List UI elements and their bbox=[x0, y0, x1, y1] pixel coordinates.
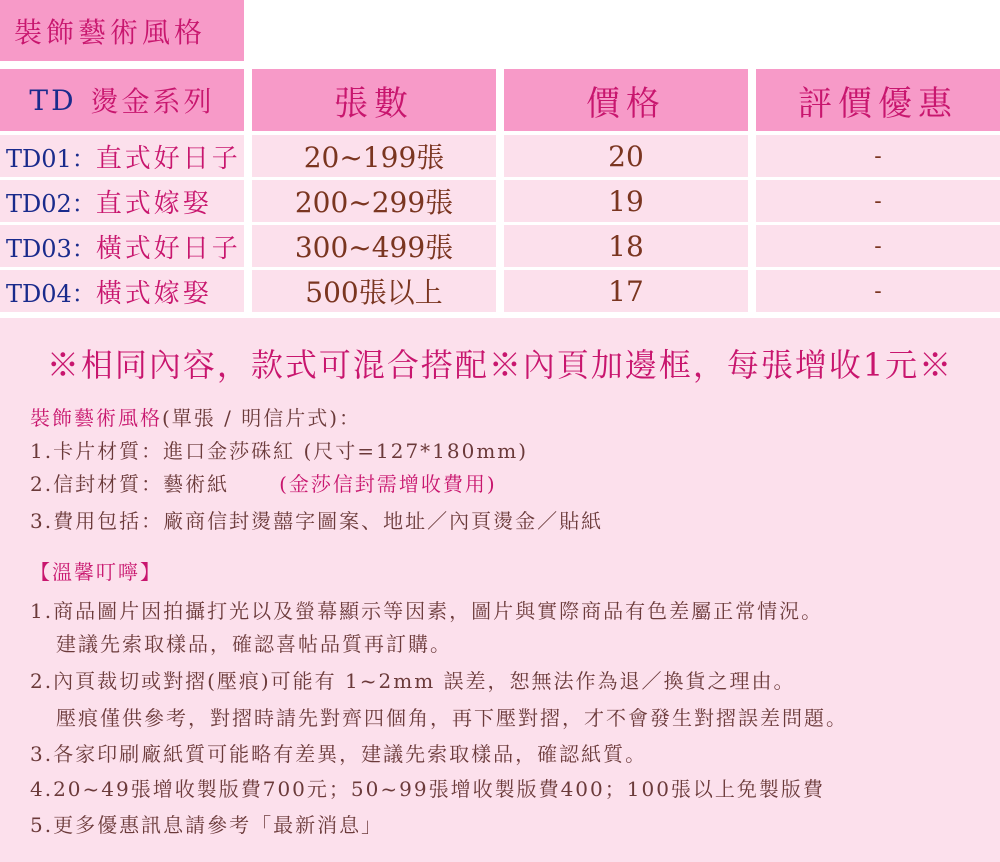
spec-title-main: 裝飾藝術風格 bbox=[30, 406, 162, 430]
price-cell: 19 bbox=[504, 180, 748, 222]
product-name: 橫式好日子 bbox=[95, 233, 241, 264]
offer-header: 評價優惠 bbox=[756, 69, 1000, 131]
quantity-cell: 200~299張 bbox=[252, 180, 496, 222]
quantity-cell: 20~199張 bbox=[252, 135, 496, 177]
product-name: 橫式嫁娶 bbox=[95, 278, 212, 309]
reminder-item-continued: 建議先索取樣品，確認喜帖品質再訂購。 bbox=[56, 632, 452, 656]
notes-panel bbox=[0, 318, 1000, 862]
offer-cell: - bbox=[756, 270, 1000, 312]
table-row bbox=[0, 180, 1000, 222]
price-cell: 18 bbox=[504, 225, 748, 267]
series-gold-label: 燙金系列 bbox=[90, 85, 215, 118]
price-cell: 17 bbox=[504, 270, 748, 312]
reminder-item: 5.更多優惠訊息請參考「最新消息」 bbox=[30, 813, 384, 837]
quantity-cell: 300~499張 bbox=[252, 225, 496, 267]
series-cell bbox=[0, 135, 244, 177]
quantity-header: 張數 bbox=[252, 69, 496, 131]
notes-headline: ※相同內容，款式可混合搭配※內頁加邊框，每張增收1元※ bbox=[46, 346, 954, 384]
product-name: 直式好日子 bbox=[95, 143, 241, 174]
spec-title-sub: (單張 / 明信片式)： bbox=[162, 406, 362, 430]
reminder-item: 2.內頁裁切或對摺(壓痕)可能有 1~2mm 誤差，恕無法作為退／換貨之理由。 bbox=[30, 669, 796, 693]
product-code: TD01： bbox=[6, 144, 96, 173]
table-row bbox=[0, 135, 1000, 177]
table-row bbox=[0, 225, 1000, 267]
product-code: TD02： bbox=[6, 189, 96, 218]
quantity-cell: 500張以上 bbox=[252, 270, 496, 312]
reminder-title: 【溫馨叮嚀】 bbox=[30, 560, 162, 584]
price-header: 價格 bbox=[504, 69, 748, 131]
series-cell bbox=[0, 270, 244, 312]
price-cell: 20 bbox=[504, 135, 748, 177]
series-cell bbox=[0, 225, 244, 267]
page-title: 裝飾藝術風格 bbox=[0, 0, 244, 61]
reminder-item: 3.各家印刷廠紙質可能略有差異，建議先索取樣品，確認紙質。 bbox=[30, 742, 648, 766]
offer-cell: - bbox=[756, 225, 1000, 267]
offer-cell: - bbox=[756, 135, 1000, 177]
series-td-label: TD bbox=[29, 83, 77, 117]
product-code: TD03： bbox=[6, 234, 96, 263]
series-header bbox=[0, 69, 244, 131]
product-code: TD04： bbox=[6, 279, 96, 308]
spec-item bbox=[30, 468, 497, 497]
spec-item-text: 2.信封材質：藝術紙 bbox=[30, 472, 230, 496]
product-name: 直式嫁娶 bbox=[95, 188, 212, 219]
series-cell bbox=[0, 180, 244, 222]
table-row bbox=[0, 270, 1000, 312]
offer-cell: - bbox=[756, 180, 1000, 222]
spec-title bbox=[30, 402, 361, 431]
reminder-item-continued: 壓痕僅供參考，對摺時請先對齊四個角，再下壓對摺，才不會發生對摺誤差問題。 bbox=[56, 706, 848, 730]
reminder-item: 4.20~49張增收製版費700元；50~99張增收製版費400；100張以上免製版費 bbox=[30, 777, 825, 801]
spec-item: 1.卡片材質：進口金莎硃紅 (尺寸=127*180mm) bbox=[30, 439, 529, 463]
price-table-header bbox=[0, 69, 1000, 131]
spec-item-note: (金莎信封需增收費用) bbox=[279, 472, 497, 496]
spec-item: 3.費用包括：廠商信封燙囍字圖案、地址／內頁燙金／貼紙 bbox=[30, 509, 604, 533]
reminder-item: 1.商品圖片因拍攝打光以及螢幕顯示等因素，圖片與實際商品有色差屬正常情況。 bbox=[30, 599, 824, 623]
